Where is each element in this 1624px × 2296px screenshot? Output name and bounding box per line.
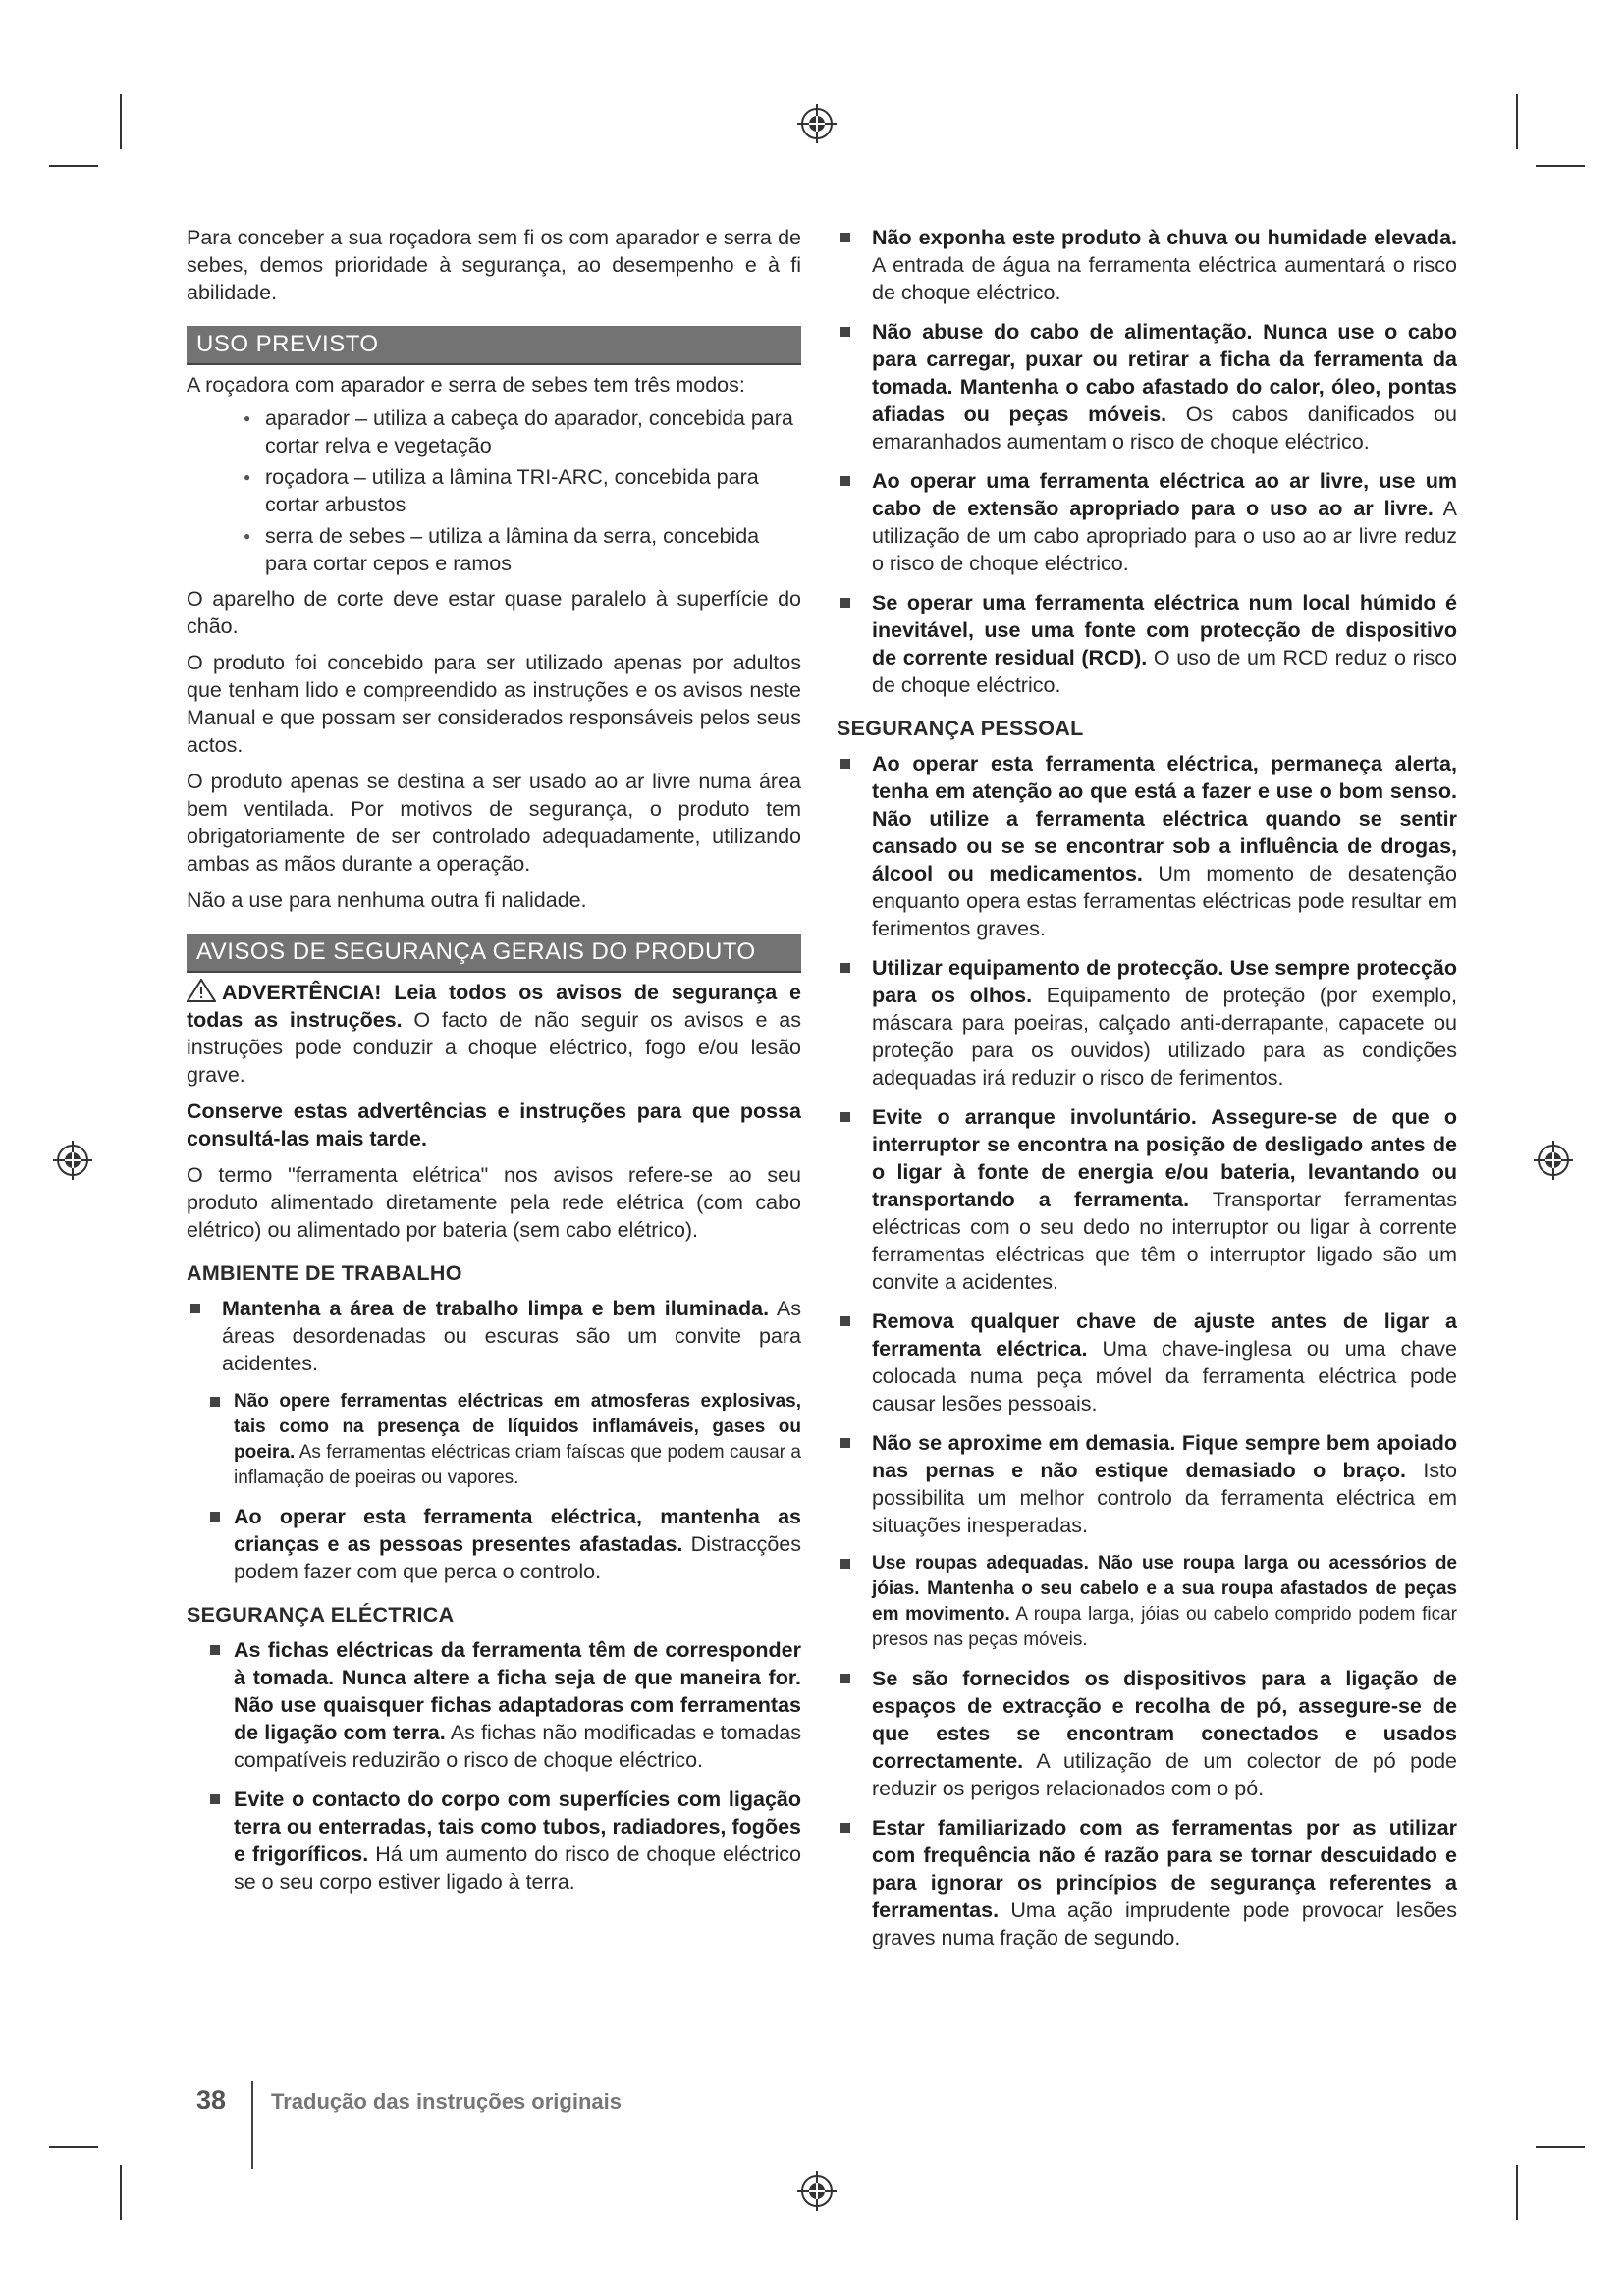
list-item (837, 589, 1457, 699)
crop-mark (120, 2165, 122, 2220)
item-bold: Utilizar equipamento de protecção. Use sempre protecção para os olhos. (872, 956, 1457, 1007)
list-item (837, 224, 1457, 306)
registration-mark-icon (1532, 1139, 1575, 1182)
item-bold: As fichas eléctricas da ferramenta têm de corresponder à tomada. Nunca altere a ficha seja de que maneira for. Não use quaisquer fichas adaptadoras com ferramentas de ligação com terra. (234, 1638, 801, 1744)
item-bold: Se são fornecidos os dispositivos para a ligação de espaços de extracção e recolha de pó, assegure-se de que estes se encontram conectados e usados correctamente. (872, 1667, 1457, 1773)
crop-mark (49, 2146, 98, 2148)
item-bold: Estar familiarizado com as ferramentas por as utilizar com frequência não é razão para se tornar descuidado e para ignorar os princípios de segurança referentes a ferramentas. (872, 1816, 1457, 1922)
square-bullet-icon (840, 963, 850, 973)
paragraph: O produto apenas se destina a ser usado ao ar livre numa área bem ventilada. Por motivos de segurança, o produto tem obrigatoriamente de ser controlado adequadamente, utilizando ambas as mãos durante a operação. (187, 770, 801, 876)
list-item (837, 1665, 1457, 1802)
square-bullet-icon (840, 327, 850, 337)
item-text: As fichas não modificadas e tomadas compatíveis reduzirão o risco de choque eléctrico. (234, 1721, 801, 1772)
item-text: O uso de um RCD reduz o risco de choque eléctrico. (872, 646, 1457, 697)
uso-lead-paragraph: A roçadora com aparador e serra de sebes tem três modos: (187, 373, 745, 397)
square-bullet-icon (840, 1438, 850, 1448)
section-banner-uso-previsto: USO PREVISTO (187, 326, 801, 365)
square-bullet-icon (840, 1823, 850, 1833)
square-bullet-icon (840, 1559, 850, 1569)
square-bullet-icon (840, 1674, 850, 1683)
item-bold: Evite o contacto do corpo com superfícies com ligação terra ou enterradas, tais como tubos, radiadores, fogões e frigoríficos. (234, 1788, 801, 1866)
item-bold: Se operar uma ferramenta eléctrica num local húmido é inevitável, use uma fonte com protecção de dispositivo de corrente residual (RCD). (872, 591, 1457, 669)
subhead-eletrica: SEGURANÇA ELÉCTRICA (187, 1603, 455, 1627)
registration-mark-icon (795, 2169, 839, 2213)
square-bullet-icon (210, 1645, 220, 1655)
warning-paragraph (187, 979, 801, 1089)
square-bullet-icon (840, 476, 850, 486)
item-text: A entrada de água na ferramenta eléctrica aumentará o risco de choque eléctrico. (872, 253, 1457, 304)
item-bold: Não exponha este produto à chuva ou humidade elevada. (872, 226, 1457, 249)
crop-mark (1536, 2146, 1585, 2148)
list-item (837, 1814, 1457, 1951)
registration-mark-icon (51, 1139, 94, 1182)
item-bold: Use roupas adequadas. Não use roupa larga ou acessórios de jóias. Mantenha o seu cabelo e a sua roupa afastados de peças em movimento. (872, 1553, 1457, 1625)
item-text: Os cabos danificados ou emaranhados aumentam o risco de choque eléctrico. (872, 402, 1457, 454)
item-text: A utilização de um colector de pó pode reduzir os perigos relacionados com o pó. (872, 1749, 1457, 1800)
item-bold: Ao operar esta ferramenta eléctrica, mantenha as crianças e as pessoas presentes afastadas. (234, 1505, 801, 1556)
square-bullet-icon (210, 1794, 220, 1804)
item-text: Isto possibilita um melhor controlo da ferramenta eléctrica em situações inesperadas. (872, 1459, 1457, 1537)
warning-triangle-icon (187, 979, 216, 1002)
square-bullet-icon (840, 1112, 850, 1122)
item-bold: Ao operar uma ferramenta eléctrica ao ar livre, use um cabo de extensão apropriado para o uso ao ar livre. (872, 469, 1457, 520)
crop-mark (1516, 94, 1518, 149)
crop-mark (120, 94, 122, 149)
square-bullet-icon (840, 1316, 850, 1326)
square-bullet-icon (190, 1304, 200, 1313)
conserve-bold: Conserve estas advertências e instruções para que possa consultá-las mais tarde. (187, 1099, 801, 1150)
left-column (187, 224, 801, 1907)
crop-mark (1536, 165, 1585, 167)
item-text: A utilização de um cabo apropriado para o uso ao ar livre reduz o risco de choque eléctrico. (872, 497, 1457, 575)
item-bold: Evite o arranque involuntário. Assegure-se de que o interruptor se encontra na posição de desligado antes de o ligar à fonte de energia e/ou bateria, levantando ou transportando a ferramenta. (872, 1105, 1457, 1211)
list-item: ● aparador – utiliza a cabeça do aparador, concebida para cortar relva e vegetação (187, 404, 801, 459)
warning-bold: ADVERTÊNCIA! Leia todos os avisos de segurança e todas as instruções. (187, 981, 801, 1032)
item-bold: Não abuse do cabo de alimentação. Nunca use o cabo para carregar, puxar ou retirar a ficha da ferramenta da tomada. Mantenha o cabo afastado do calor, óleo, pontas afiadas ou peças móveis. (872, 320, 1457, 426)
item-bold: Remova qualquer chave de ajuste antes de ligar a ferramenta eléctrica. (872, 1309, 1457, 1361)
section-banner-avisos: AVISOS DE SEGURANÇA GERAIS DO PRODUTO (187, 934, 801, 973)
paragraph: O produto foi concebido para ser utilizado apenas por adultos que tenham lido e compreendido as instruções e os avisos neste Manual e que possam ser considerados responsáveis pelos seus actos. (187, 651, 801, 757)
item-text: As áreas desordenadas ou escuras são um convite para acidentes. (222, 1297, 801, 1375)
warning-text: O facto de não seguir os avisos e as instruções pode conduzir a choque eléctrico, fogo e/ou lesão grave. (187, 1008, 801, 1087)
list-item (837, 750, 1457, 942)
list-item (187, 1636, 801, 1774)
termo-paragraph: O termo "ferramenta elétrica" nos avisos refere-se ao seu produto alimentado diretamente pela rede elétrica (com cabo elétrico) ou alimentado por bateria (sem cabo elétrico). (187, 1163, 801, 1242)
item-text: Uma chave-inglesa ou uma chave colocada numa peça móvel da ferramenta eléctrica pode causar lesões pessoais. (872, 1337, 1457, 1415)
footer-text: Tradução das instruções originais (271, 2089, 622, 2113)
list-item (187, 1503, 801, 1585)
square-bullet-icon (210, 1512, 220, 1522)
square-bullet-icon (840, 598, 850, 608)
subhead-ambiente: AMBIENTE DE TRABALHO (187, 1261, 462, 1285)
list-item (187, 1389, 801, 1491)
list-item (187, 1786, 801, 1896)
item-text: Há um aumento do risco de choque eléctrico se o seu corpo estiver ligado à terra. (234, 1842, 801, 1894)
crop-mark (49, 165, 98, 167)
intro-paragraph: Para conceber a sua roçadora sem fi os com aparador e serra de sebes, demos prioridade à segurança, ao desempenho e à fi abilidade. (187, 226, 801, 304)
subhead-pessoal: SEGURANÇA PESSOAL (837, 717, 1084, 740)
list-item (837, 1551, 1457, 1653)
square-bullet-icon (840, 233, 850, 242)
list-item (837, 1429, 1457, 1539)
item-bold: Não opere ferramentas eléctricas em atmosferas explosivas, tais como na presença de líquidos inflamáveis, gases ou poeira. (234, 1391, 801, 1463)
right-column (837, 224, 1457, 1963)
item-text: A roupa larga, jóias ou cabelo comprido podem ficar presos nas peças móveis. (872, 1604, 1457, 1650)
item-text: Equipamento de proteção (por exemplo, máscara para poeiras, calçado anti-derrapante, capacete ou proteção para os ouvidos) utilizado para as condições adequadas irá reduzir o risco de ferimentos. (872, 984, 1457, 1090)
item-bold: Não se aproxime em demasia. Fique sempre bem apoiado nas pernas e não estique demasiado o braço. (872, 1431, 1457, 1482)
list-item (837, 318, 1457, 455)
list-item (837, 467, 1457, 577)
list-item (837, 954, 1457, 1092)
list-item: ● serra de sebes – utiliza a lâmina da serra, concebida para cortar cepos e ramos (187, 522, 801, 577)
conserve-paragraph (187, 1097, 801, 1152)
item-text: Distracções podem fazer com que perca o controlo. (234, 1532, 801, 1583)
modes-list (187, 404, 801, 577)
square-bullet-icon (210, 1397, 220, 1407)
paragraph: O aparelho de corte deve estar quase paralelo à superfície do chão. (187, 587, 801, 638)
paragraph: Não a use para nenhuma outra fi nalidade. (187, 888, 587, 912)
list-item (837, 1308, 1457, 1417)
item-text: Um momento de desatenção enquanto opera estas ferramentas eléctricas pode resultar em ferimentos graves. (872, 862, 1457, 940)
registration-mark-icon (795, 102, 839, 145)
footer-divider (251, 2081, 253, 2169)
item-bold: Mantenha a área de trabalho limpa e bem iluminada. (222, 1297, 770, 1320)
list-item (837, 1103, 1457, 1296)
page-number: 38 (196, 2085, 227, 2114)
item-bold: Ao operar esta ferramenta eléctrica, permaneça alerta, tenha em atenção ao que está a fazer e use o bom senso. Não utilize a ferramenta eléctrica quando se sentir cansado ou se se encontrar sob a influência de drogas, álcool ou medicamentos. (872, 752, 1457, 885)
item-text: Uma ação imprudente pode provocar lesões graves numa fração de segundo. (872, 1898, 1457, 1949)
crop-mark (1516, 2165, 1518, 2220)
list-item: ● roçadora – utiliza a lâmina TRI-ARC, concebida para cortar arbustos (187, 463, 801, 518)
item-text: Transportar ferramentas eléctricas com o seu dedo no interruptor ou ligar à corrente ferramentas eléctricas que têm o interruptor ligado são um convite a acidentes. (872, 1188, 1457, 1294)
list-item (187, 1295, 801, 1377)
square-bullet-icon (840, 759, 850, 769)
item-text: As ferramentas eléctricas criam faíscas que podem causar a inflamação de poeiras ou vapores. (234, 1442, 801, 1488)
